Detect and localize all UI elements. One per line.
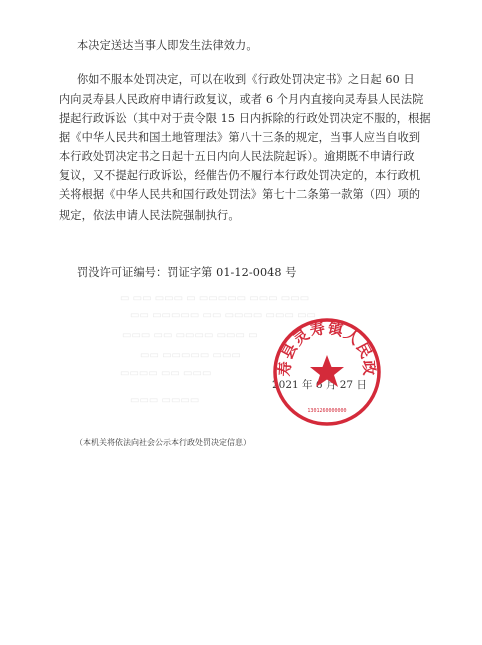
svg-text:1301260000000: 1301260000000 xyxy=(307,408,347,414)
official-seal xyxy=(272,317,382,427)
appeal-line: 复议，又不提起行政诉讼，经催告仍不履行本行政处罚决定的，本行政机 xyxy=(59,169,421,182)
appeal-line: 你如不服本处罚决定，可以在收到《行政处罚决定书》之日起 60 日 xyxy=(77,73,415,86)
appeal-line: 内向灵寿县人民政府申请行政复议，或者 6 个月内直接向灵寿县人民法院 xyxy=(59,93,424,106)
appeal-line: 本行政处罚决定书之日起十五日内向人民法院起诉）。逾期既不申请行政 xyxy=(59,150,415,163)
svg-text:灵寿县灵寿镇人民政府: 寿县灵寿镇人民政 xyxy=(275,318,379,377)
disclosure-note: （本机关将依法向社会公示本行政处罚决定信息） xyxy=(75,438,251,447)
license-number: 罚没许可证编号：罚证字第 01-12-0048 号 xyxy=(77,266,297,279)
appeal-line: 据《中华人民共和国土地管理法》第八十三条的规定，当事人应当自收到 xyxy=(59,131,421,144)
appeal-line: 规定，依法申请人民法院强制执行。 xyxy=(59,209,240,222)
document-page: 本决定送达当事人即发生法律效力。 你如不服本处罚决定，可以在收到《行政处罚决定书》之日起 60 日 内向灵寿县人民政府申请行政复议，或者 6 个月内直接向灵寿县人民法院 提起行政诉讼（其中对于责令限 15 日内拆除的行政处罚决定不服的，根据 据《中华人民共和国土地管理法》第八十三条的规定，当事人应当自收到 本行政处罚决定书之日起十五日内向人民法院起诉）。逾期既不申请行政 复议，又不提起行政诉讼，经催告仍不履行本行政处罚决定的，本行政机 关将根据《中华人民共和国行政处罚法》第七十二条第一款第（四）项的 规定，依法申请人民法院强制执行。 罚没许可证编号：罚证字第 01-12-0048 号 ▭ ▭▭ ▭▭▭ ▭ ▭▭▭▭▭ ▭▭▭ ▭▭▭ ▭▭ ▭▭▭▭▭ ▭▭ ▭▭▭▭ ▭▭▭ ▭▭ ▭▭▭ ▭▭ ▭▭▭▭ ▭▭▭ ▭ ▭▭ ▭▭▭▭▭ ▭▭▭ ▭▭▭▭ ▭▭ ▭▭▭ ▭▭▭ ▭▭▭▭ 2021 年 6 月 27 日 寿县灵寿镇人民政 1301260000000 （本机关将依法向社会公示本行政处罚决定信息） xyxy=(0,0,482,645)
appeal-line: 提起行政诉讼（其中对于责令限 15 日内拆除的行政处罚决定不服的，根据 xyxy=(59,112,431,125)
issue-date: 2021 年 6 月 27 日 xyxy=(272,379,367,391)
appeal-line: 关将根据《中华人民共和国行政处罚法》第七十二条第一款第（四）项的 xyxy=(59,188,421,201)
effect-paragraph: 本决定送达当事人即发生法律效力。 xyxy=(77,39,258,52)
